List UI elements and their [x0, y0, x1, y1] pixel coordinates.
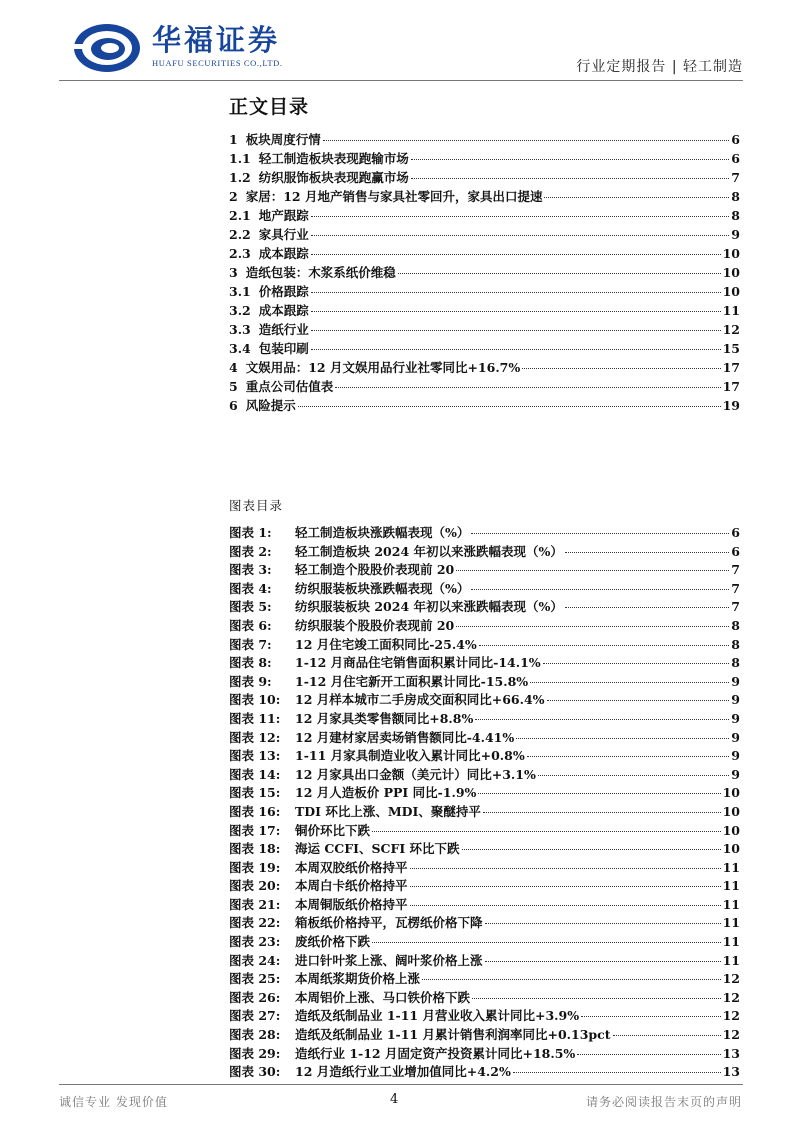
toc-entry-page: 11	[722, 303, 740, 318]
dot-leader	[544, 197, 729, 198]
toc-entry-page: 15	[722, 341, 740, 356]
toc-entry-title: 板块周度行情	[245, 132, 321, 147]
figure-entry-label: 图表 15:	[229, 785, 281, 801]
figure-entry[interactable]	[229, 560, 740, 579]
figure-entry[interactable]	[229, 988, 740, 1007]
toc-entry-page: 6	[731, 151, 740, 166]
figure-entry[interactable]	[229, 635, 740, 654]
figure-entry-label: 图表 21:	[229, 896, 281, 912]
dot-leader	[410, 905, 721, 906]
toc-entry-title: 成本跟踪	[258, 303, 309, 318]
toc-entry-page: 10	[722, 265, 740, 280]
dot-leader	[547, 700, 730, 701]
toc-entry-number: 1	[229, 132, 238, 147]
figure-entry-label: 图表 1:	[229, 525, 272, 540]
figure-entry-title: 本周双胶纸价格持平	[295, 859, 408, 875]
toc-entry[interactable]	[229, 377, 740, 396]
footer-disclaimer: 请务必阅读报告末页的声明	[585, 1095, 742, 1109]
figure-entry-title: 本周铜版纸价格持平	[295, 896, 408, 912]
toc-entry-page: 19	[722, 398, 740, 413]
figure-entry-title: 本周铝价上涨、马口铁价格下跌	[295, 989, 471, 1005]
figure-entry-title: 进口针叶浆上涨、阔叶浆价格上涨	[295, 952, 483, 968]
toc-entry[interactable]	[229, 301, 740, 320]
page-header	[0, 0, 802, 90]
huafu-logo-icon	[72, 22, 142, 74]
figure-entry-label: 图表 28:	[229, 1027, 281, 1043]
figure-entry-page: 7	[731, 580, 740, 596]
figure-entry-label: 图表 6:	[229, 617, 272, 633]
toc-entry-number: 2	[229, 189, 238, 204]
figure-entry-page: 9	[731, 766, 740, 782]
toc-entry-title: 成本跟踪	[258, 246, 309, 261]
figure-entry-title: 12 月住宅竣工面积同比-25.4%	[295, 636, 477, 652]
toc-entry[interactable]	[229, 225, 740, 244]
toc-entry-number: 6	[229, 398, 238, 413]
dot-leader	[372, 942, 721, 943]
figure-entry-title: 1-11 月家具制造业收入累计同比+0.8%	[295, 748, 525, 764]
dot-leader	[538, 775, 729, 776]
figure-entry-page: 7	[731, 562, 740, 578]
figure-entry-label: 图表 9:	[229, 673, 272, 689]
dot-leader	[485, 923, 721, 924]
figure-entry-label: 图表 3:	[229, 562, 272, 578]
figure-entry-title: 海运 CCFI、SCFI 环比下跌	[295, 841, 460, 857]
figure-entry[interactable]	[229, 802, 740, 821]
brand-name-en: HUAFU SECURITIES CO.,LTD.	[152, 58, 283, 68]
toc-title: 正文目录	[229, 96, 310, 118]
figure-entry-title: TDI 环比上涨、MDI、聚醚持平	[295, 803, 481, 819]
dot-leader	[311, 216, 730, 217]
figure-entry-page: 10	[722, 841, 740, 857]
figure-entry-page: 11	[722, 952, 740, 968]
figure-entry-label: 图表 19:	[229, 859, 281, 875]
dot-leader	[483, 812, 721, 813]
toc-entry[interactable]	[229, 263, 740, 282]
dot-leader	[456, 626, 729, 627]
dot-leader	[577, 1054, 720, 1055]
figure-entry-page: 9	[731, 673, 740, 689]
figure-entry-title: 铜价环比下跌	[295, 822, 371, 838]
toc-entry[interactable]	[229, 130, 740, 149]
footer-slogan: 诚信专业 发现价值	[59, 1095, 168, 1109]
dot-leader	[410, 886, 721, 887]
figure-entry-title: 12 月人造板价 PPI 同比-1.9%	[295, 785, 477, 801]
figure-entry-title: 造纸行业 1-12 月固定资产投资累计同比+18.5%	[295, 1045, 576, 1061]
figure-entry-page: 10	[722, 785, 740, 801]
figure-entry-title: 12 月样本城市二手房成交面积同比+66.4%	[295, 692, 545, 708]
figure-entry[interactable]	[229, 839, 740, 858]
toc-entry-number: 3.2	[229, 303, 251, 318]
figure-entry-title: 轻工制造个股股价表现前 20	[295, 562, 455, 578]
toc-entry-number: 1.2	[229, 170, 251, 185]
figure-entry-title: 纺织服装板块 2024 年初以来涨跌幅表现（%）	[295, 599, 563, 615]
figure-entry-title: 造纸及纸制品业 1-11 月营业收入累计同比+3.9%	[295, 1008, 580, 1024]
figure-entry-title: 本周纸浆期货价格上涨	[295, 971, 421, 987]
toc-entry-number: 3.4	[229, 341, 251, 356]
toc-entry-title: 轻工制造板块表现跑输市场	[258, 151, 409, 166]
toc-entry-number: 2.1	[229, 208, 251, 223]
figure-entry-title: 12 月造纸行业工业增加值同比+4.2%	[295, 1064, 511, 1080]
toc-entry[interactable]	[229, 168, 740, 187]
dot-leader	[372, 831, 721, 832]
figure-entry-label: 图表 4:	[229, 580, 272, 596]
figure-entry-page: 13	[722, 1064, 740, 1080]
toc-entry-page: 7	[731, 170, 740, 185]
figure-entry-label: 图表 14:	[229, 766, 281, 782]
report-type: 行业定期报告 | 轻工制造	[576, 59, 743, 75]
figure-entry-page: 8	[731, 617, 740, 633]
figure-entry[interactable]	[229, 783, 740, 802]
dot-leader	[513, 1072, 721, 1073]
figure-entry[interactable]	[229, 746, 740, 765]
figure-entry-title: 纺织服装板块涨跌幅表现（%）	[295, 580, 470, 596]
toc-entry-title: 地产跟踪	[258, 208, 309, 223]
figure-entry[interactable]	[229, 579, 740, 598]
figure-entry-title: 1-12 月商品住宅销售面积累计同比-14.1%	[295, 655, 541, 671]
toc-entry[interactable]	[229, 149, 740, 168]
figure-entry[interactable]	[229, 1062, 740, 1081]
footer-divider	[59, 1084, 743, 1085]
main-toc	[229, 130, 740, 415]
figure-entry-page: 11	[722, 915, 740, 931]
dot-leader	[422, 979, 721, 980]
toc-entry-title: 风险提示	[245, 398, 296, 413]
figure-entry-page: 9	[731, 710, 740, 726]
figure-entry-label: 图表 16:	[229, 803, 281, 819]
figure-entry-title: 轻工制造板块涨跌幅表现（%）	[295, 525, 470, 540]
toc-entry-page: 8	[731, 189, 740, 204]
dot-leader	[456, 570, 729, 571]
toc-entry[interactable]	[229, 320, 740, 339]
figure-entry-page: 11	[722, 934, 740, 950]
figure-entry-page: 11	[722, 859, 740, 875]
figure-entry[interactable]	[229, 1006, 740, 1025]
dot-leader	[311, 254, 721, 255]
figure-entry[interactable]	[229, 728, 740, 747]
dot-leader	[462, 849, 721, 850]
figure-entry-page: 12	[722, 1027, 740, 1043]
figure-entry-label: 图表 10:	[229, 692, 281, 708]
dot-leader	[311, 349, 721, 350]
toc-entry-title: 造纸行业	[258, 322, 309, 337]
figure-entry-title: 12 月建材家居卖场销售额同比-4.41%	[295, 729, 515, 745]
figure-entry-label: 图表 30:	[229, 1064, 281, 1080]
figure-entry-label: 图表 29:	[229, 1045, 281, 1061]
dot-leader	[613, 1035, 721, 1036]
figure-entry-label: 图表 5:	[229, 599, 272, 615]
figure-entry-page: 10	[722, 803, 740, 819]
figure-entry-page: 11	[722, 878, 740, 894]
figure-entry-title: 12 月家具类零售额同比+8.8%	[295, 710, 474, 726]
figure-entry-page: 9	[731, 729, 740, 745]
figure-entry-label: 图表 8:	[229, 655, 272, 671]
page-number: 4	[390, 1092, 399, 1107]
toc-entry-title: 造纸包装：木浆系纸价维稳	[245, 265, 396, 280]
toc-entry-title: 纺织服饰板块表现跑赢市场	[258, 170, 409, 185]
figure-entry-page: 6	[731, 525, 740, 540]
figure-entry[interactable]	[229, 709, 740, 728]
header-divider	[59, 80, 743, 81]
figure-toc	[229, 523, 740, 1081]
dot-leader	[311, 330, 721, 331]
figure-entry[interactable]	[229, 542, 740, 561]
figure-entry-page: 8	[731, 655, 740, 671]
brand-name-cn: 华福证券	[152, 23, 281, 57]
toc-entry-title: 文娱用品：12 月文娱用品行业社零同比+16.7%	[245, 360, 521, 375]
dot-leader	[311, 235, 730, 236]
figure-entry-label: 图表 26:	[229, 989, 281, 1005]
toc-entry-number: 2.3	[229, 246, 251, 261]
dot-leader	[581, 1016, 721, 1017]
dot-leader	[311, 311, 721, 312]
figure-entry-page: 8	[731, 636, 740, 652]
figure-entry-label: 图表 27:	[229, 1008, 281, 1024]
toc-entry-title: 家具行业	[258, 227, 309, 242]
figure-entry-label: 图表 24:	[229, 952, 281, 968]
figure-entry[interactable]	[229, 616, 740, 635]
toc-entry-page: 17	[722, 360, 740, 375]
dot-leader	[311, 292, 721, 293]
toc-entry-page: 9	[731, 227, 740, 242]
figure-entry-page: 6	[731, 543, 740, 559]
figure-entry-title: 造纸及纸制品业 1-11 月累计销售利润率同比+0.13pct	[295, 1027, 611, 1043]
figure-entry-title: 12 月家具出口金额（美元计）同比+3.1%	[295, 766, 536, 782]
toc-entry-title: 重点公司估值表	[245, 379, 334, 394]
toc-entry-number: 3	[229, 265, 238, 280]
figure-toc-title: 图表目录	[229, 498, 284, 513]
toc-entry-page: 17	[722, 379, 740, 394]
figure-entry[interactable]	[229, 765, 740, 784]
figure-entry[interactable]	[229, 672, 740, 691]
figure-entry-page: 9	[731, 692, 740, 708]
toc-entry-title: 价格跟踪	[258, 284, 309, 299]
figure-entry[interactable]	[229, 597, 740, 616]
toc-entry-title: 包装印刷	[258, 341, 309, 356]
toc-entry[interactable]	[229, 244, 740, 263]
dot-leader	[478, 793, 720, 794]
dot-leader	[516, 738, 729, 739]
figure-entry[interactable]	[229, 969, 740, 988]
figure-entry[interactable]	[229, 895, 740, 914]
toc-entry-page: 6	[731, 132, 740, 147]
dot-leader	[398, 273, 721, 274]
dot-leader	[479, 645, 730, 646]
dot-leader	[471, 589, 729, 590]
dot-leader	[543, 663, 730, 664]
figure-entry-label: 图表 13:	[229, 748, 281, 764]
figure-entry-page: 10	[722, 822, 740, 838]
dot-leader	[530, 682, 729, 683]
dot-leader	[475, 719, 729, 720]
figure-entry[interactable]	[229, 653, 740, 672]
dot-leader	[527, 756, 730, 757]
dot-leader	[471, 533, 729, 534]
figure-entry-label: 图表 25:	[229, 971, 281, 987]
figure-entry-label: 图表 22:	[229, 915, 281, 931]
dot-leader	[485, 961, 721, 962]
figure-entry-title: 1-12 月住宅新开工面积累计同比-15.8%	[295, 673, 529, 689]
figure-entry-title: 本周白卡纸价格持平	[295, 878, 408, 894]
figure-entry-label: 图表 18:	[229, 841, 281, 857]
figure-entry[interactable]	[229, 876, 740, 895]
dot-leader	[323, 140, 730, 141]
dot-leader	[298, 406, 721, 407]
toc-entry-page: 10	[722, 284, 740, 299]
dot-leader	[472, 998, 721, 999]
figure-entry[interactable]	[229, 1044, 740, 1063]
figure-entry-title: 废纸价格下跌	[295, 934, 371, 950]
figure-entry[interactable]	[229, 1025, 740, 1044]
toc-entry-number: 3.1	[229, 284, 251, 299]
dot-leader	[411, 159, 730, 160]
dot-leader	[411, 178, 730, 179]
figure-entry-label: 图表 23:	[229, 934, 281, 950]
figure-entry-label: 图表 7:	[229, 636, 272, 652]
toc-entry[interactable]	[229, 396, 740, 415]
figure-entry-title: 纺织服装个股股价表现前 20	[295, 617, 455, 633]
figure-entry[interactable]	[229, 913, 740, 932]
dot-leader	[565, 552, 729, 553]
figure-entry-title: 箱板纸价格持平，瓦楞纸价格下降	[295, 915, 483, 931]
figure-entry[interactable]	[229, 523, 740, 542]
figure-entry-title: 轻工制造板块 2024 年初以来涨跌幅表现（%）	[295, 543, 563, 559]
figure-entry-label: 图表 11:	[229, 710, 281, 726]
toc-entry-number: 2.2	[229, 227, 251, 242]
toc-entry-number: 1.1	[229, 151, 251, 166]
toc-entry[interactable]	[229, 358, 740, 377]
toc-entry[interactable]	[229, 339, 740, 358]
figure-entry-label: 图表 20:	[229, 878, 281, 894]
dot-leader	[565, 607, 729, 608]
toc-entry-title: 家居：12 月地产销售与家具社零回升，家具出口提速	[245, 189, 543, 204]
figure-entry[interactable]	[229, 858, 740, 877]
dot-leader	[522, 368, 720, 369]
toc-entry[interactable]	[229, 282, 740, 301]
figure-entry-page: 12	[722, 971, 740, 987]
figure-entry-label: 图表 12:	[229, 729, 281, 745]
figure-entry-label: 图表 17:	[229, 822, 281, 838]
figure-entry-page: 7	[731, 599, 740, 615]
figure-entry-page: 12	[722, 989, 740, 1005]
dot-leader	[335, 387, 720, 388]
figure-entry[interactable]	[229, 932, 740, 951]
figure-entry-page: 9	[731, 748, 740, 764]
dot-leader	[410, 868, 721, 869]
toc-entry-number: 4	[229, 360, 238, 375]
toc-entry[interactable]	[229, 206, 740, 225]
figure-entry[interactable]	[229, 690, 740, 709]
toc-entry-page: 12	[722, 322, 740, 337]
figure-entry-page: 12	[722, 1008, 740, 1024]
figure-entry-label: 图表 2:	[229, 543, 272, 559]
toc-entry[interactable]	[229, 187, 740, 206]
figure-entry[interactable]	[229, 821, 740, 840]
toc-entry-page: 10	[722, 246, 740, 261]
figure-entry-page: 13	[722, 1045, 740, 1061]
toc-entry-number: 3.3	[229, 322, 251, 337]
figure-entry[interactable]	[229, 951, 740, 970]
toc-entry-number: 5	[229, 379, 238, 394]
figure-entry-page: 11	[722, 896, 740, 912]
toc-entry-page: 8	[731, 208, 740, 223]
